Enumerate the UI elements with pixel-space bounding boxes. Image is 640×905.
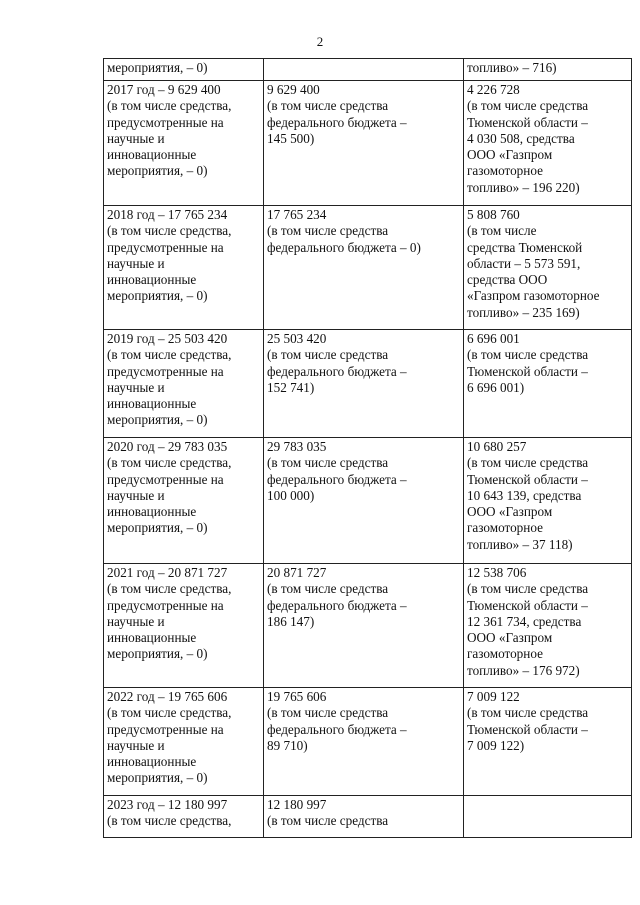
federal-cell: 9 629 400 (в том числе средства федерального бюджета – 145 500) [264,81,464,206]
total-cell: мероприятия, – 0) [104,59,264,81]
regional-cell: 10 680 257 (в том числе средства Тюменской области – 10 643 139, средства ООО «Газпром газомоторное топливо» – 37 118) [464,438,632,564]
table-row [104,796,632,838]
table-row [104,206,632,330]
total-cell: 2021 год – 20 871 727 (в том числе средства, предусмотренные на научные и инновационные мероприятия, – 0) [104,564,264,688]
federal-cell: 29 783 035 (в том числе средства федерального бюджета – 100 000) [264,438,464,564]
table-row [104,688,632,796]
table-row [104,564,632,688]
table-row [104,438,632,564]
federal-cell [264,59,464,81]
total-cell: 2017 год – 9 629 400 (в том числе средства, предусмотренные на научные и инновационные мероприятия, – 0) [104,81,264,206]
regional-cell [464,796,632,838]
federal-cell: 19 765 606 (в том числе средства федерального бюджета – 89 710) [264,688,464,796]
total-cell: 2020 год – 29 783 035 (в том числе средства, предусмотренные на научные и инновационные мероприятия, – 0) [104,438,264,564]
regional-cell: 12 538 706 (в том числе средства Тюменской области – 12 361 734, средства ООО «Газпром газомоторное топливо» – 176 972) [464,564,632,688]
table-row [104,81,632,206]
page-number: 2 [316,34,324,49]
regional-cell: 4 226 728 (в том числе средства Тюменской области – 4 030 508, средства ООО «Газпром газомоторное топливо» – 196 220) [464,81,632,206]
regional-cell: топливо» – 716) [464,59,632,81]
total-cell: 2022 год – 19 765 606 (в том числе средства, предусмотренные на научные и инновационные мероприятия, – 0) [104,688,264,796]
total-cell: 2023 год – 12 180 997 (в том числе средства, [104,796,264,838]
federal-cell: 20 871 727 (в том числе средства федерального бюджета – 186 147) [264,564,464,688]
regional-cell: 5 808 760 (в том числе средства Тюменской области – 5 573 591, средства ООО «Газпром газомоторное топливо» – 235 169) [464,206,632,330]
federal-cell: 17 765 234 (в том числе средства федерального бюджета – 0) [264,206,464,330]
funding-table [103,58,632,838]
regional-cell: 7 009 122 (в том числе средства Тюменской области – 7 009 122) [464,688,632,796]
regional-cell: 6 696 001 (в том числе средства Тюменской области – 6 696 001) [464,330,632,438]
federal-cell: 12 180 997 (в том числе средства [264,796,464,838]
federal-cell: 25 503 420 (в том числе средства федерального бюджета – 152 741) [264,330,464,438]
total-cell: 2018 год – 17 765 234 (в том числе средства, предусмотренные на научные и инновационные мероприятия, – 0) [104,206,264,330]
total-cell: 2019 год – 25 503 420 (в том числе средства, предусмотренные на научные и инновационные мероприятия, – 0) [104,330,264,438]
table-row [104,330,632,438]
table-row [104,59,632,81]
